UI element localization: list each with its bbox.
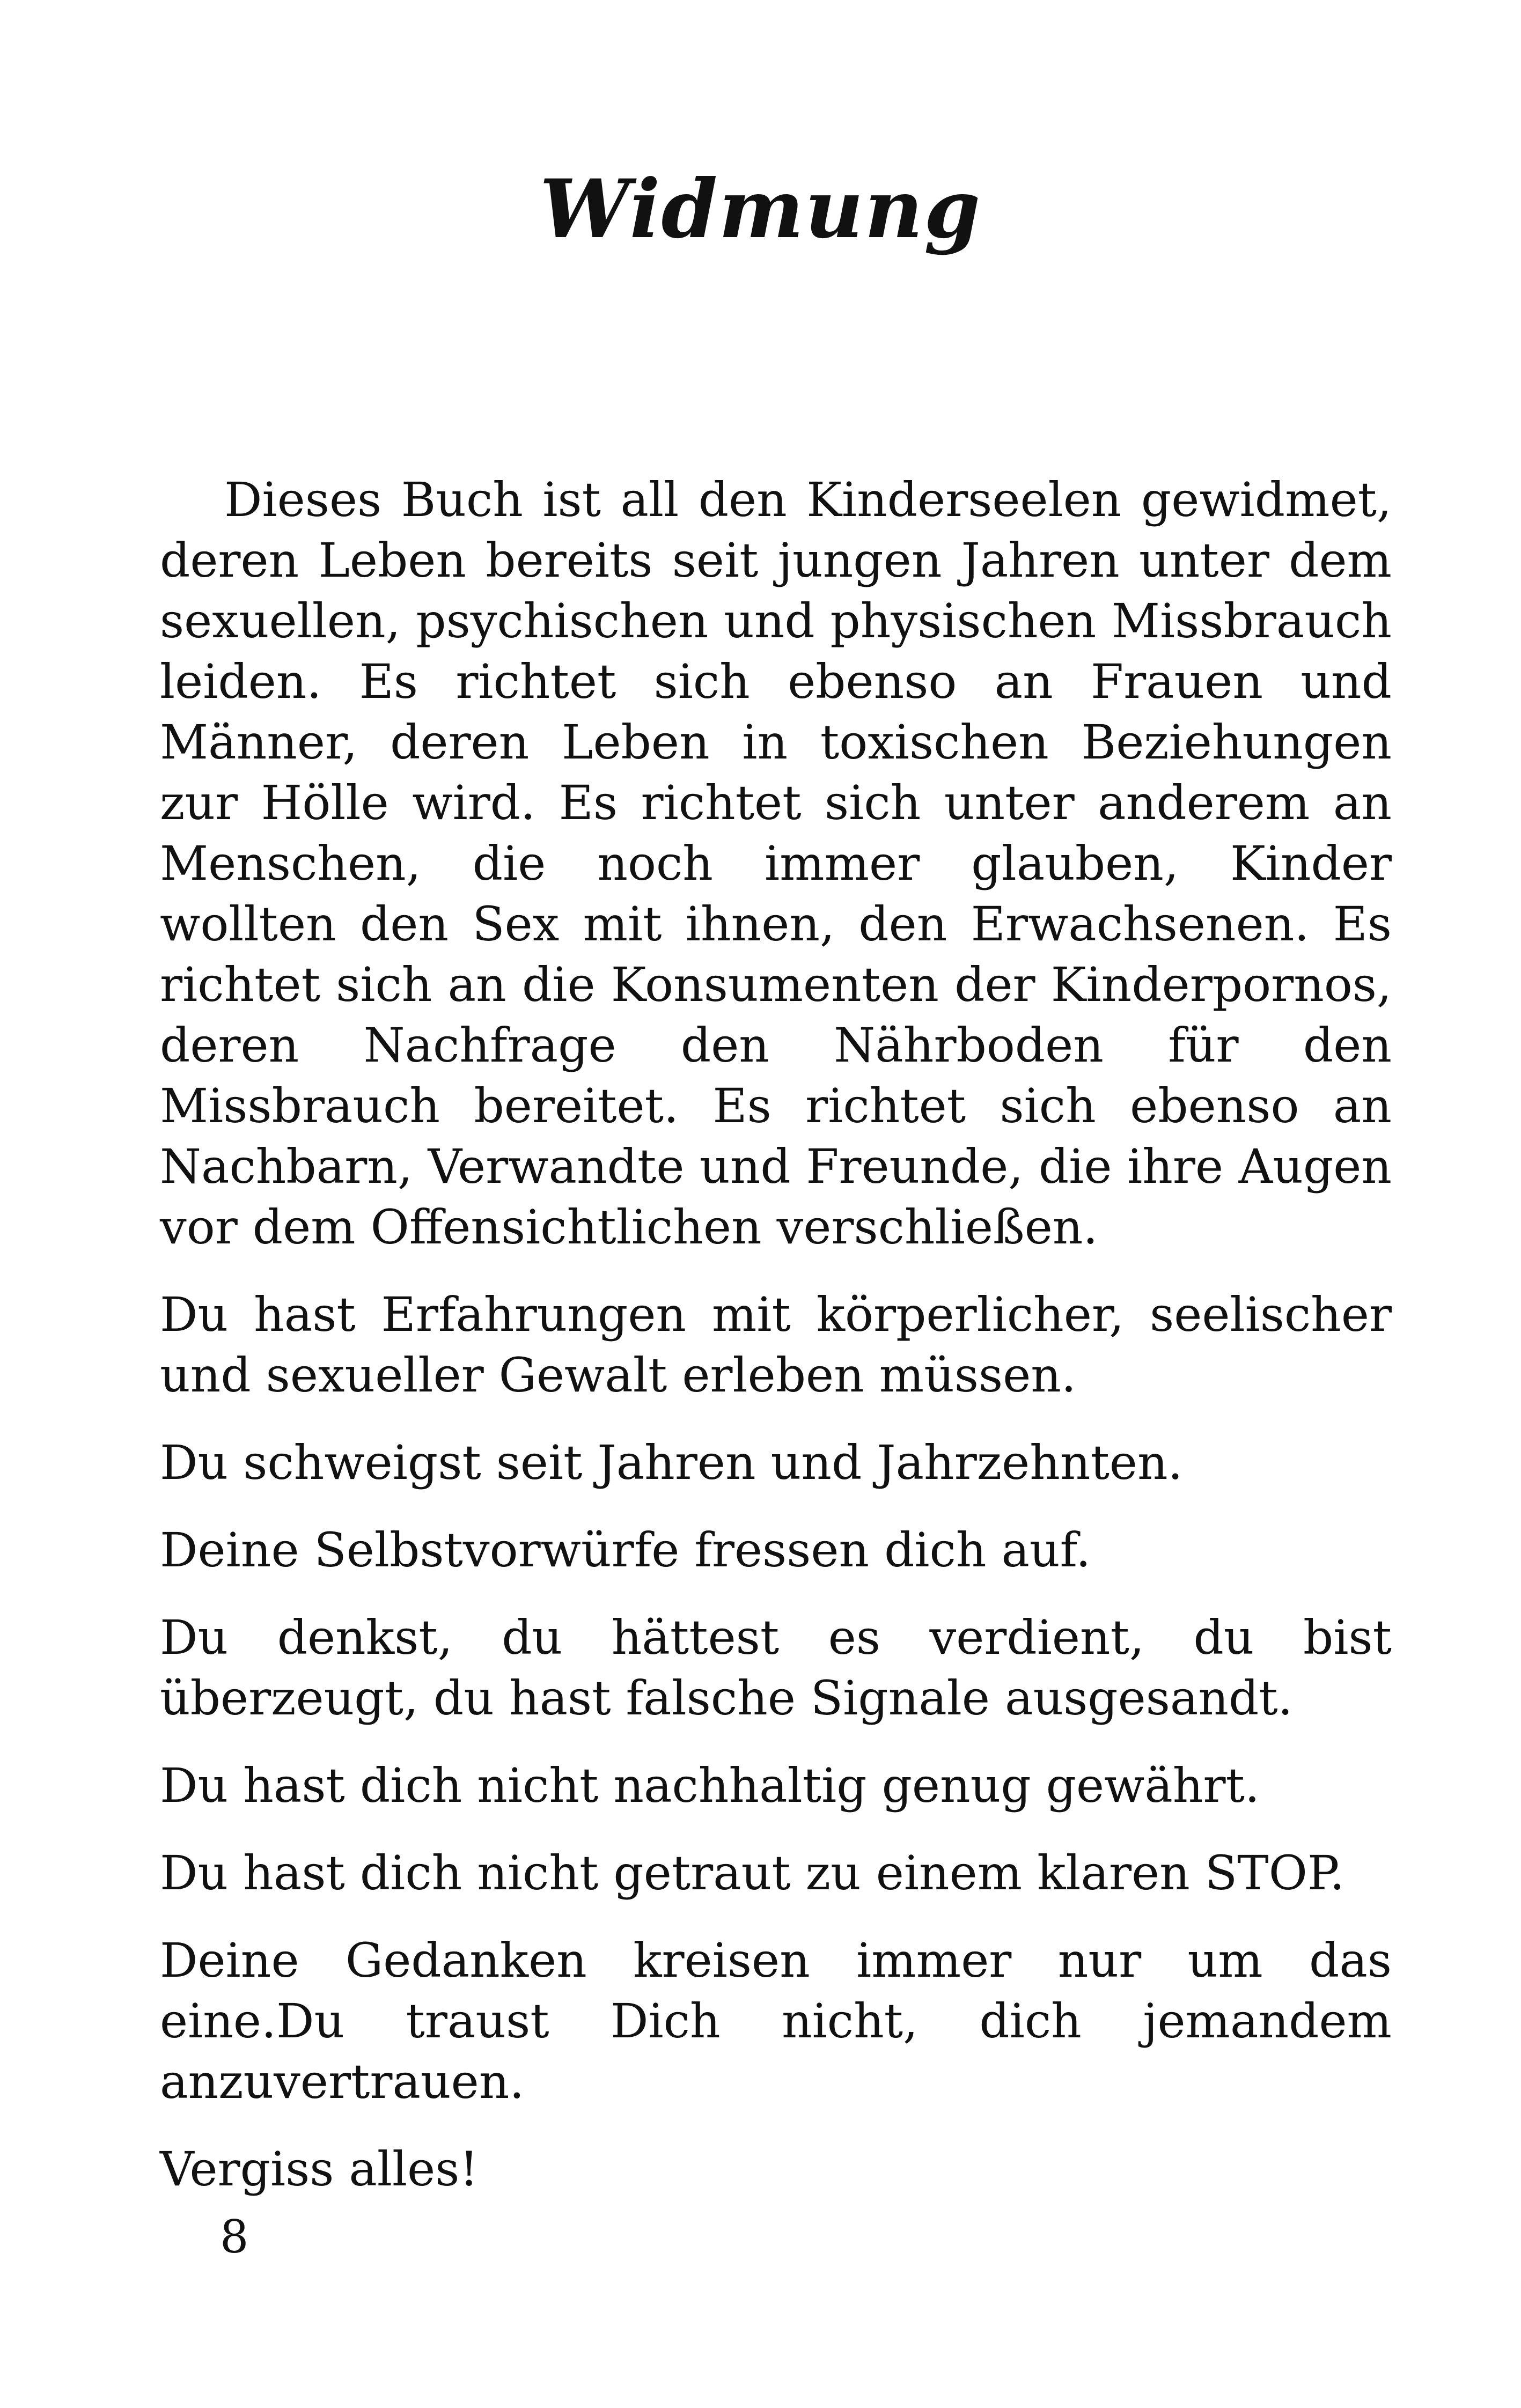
paragraph: Vergiss alles!	[160, 2141, 479, 2197]
dedication-text	[160, 469, 1392, 2226]
paragraph: Du denkst, du hättest es verdient, du bist überzeugt, du hast falsche Signale ausgesandt.	[160, 1610, 1392, 1726]
paragraph: Deine Selbstvorwürfe fressen dich auf.	[160, 1522, 1091, 1578]
paragraph: Du hast Erfahrungen mit körperlicher, seelischer und sexueller Gewalt erleben müssen.	[160, 1287, 1392, 1403]
paragraph-intro: Dieses Buch ist all den Kinderseelen gewidmet, deren Leben bereits seit jungen Jahren unter dem sexuellen, psychischen und physischen Missbrauch leiden. Es richtet sich ebenso an Frauen und Männer, deren Leben in toxischen Beziehungen zur Hölle wird. Es richtet sich unter anderem an Menschen, die noch immer glauben, Kinder wollten den Sex mit ihnen, den Erwachsenen. Es richtet sich an die Konsumenten der Kinderpornos, deren Nachfrage den Nährboden für den Missbrauch bereitet. Es richtet sich ebenso an Nachbarn, Verwandte und Freunde, die ihre Augen vor dem Offensichtlichen verschließen.	[160, 472, 1392, 1255]
paragraph: Du hast dich nicht nachhaltig genug gewährt.	[160, 1758, 1260, 1813]
paragraph: Deine Gedanken kreisen immer nur um das eine.Du traust Dich nicht, dich jemandem anzuvertrauen.	[160, 1933, 1392, 2109]
page-number: 8	[220, 2211, 249, 2263]
paragraph: Du hast dich nicht getraut zu einem klaren STOP.	[160, 1845, 1345, 1901]
paragraph: Du schweigst seit Jahren und Jahrzehnten.	[160, 1435, 1183, 1490]
chapter-title: Widmung	[539, 162, 982, 256]
